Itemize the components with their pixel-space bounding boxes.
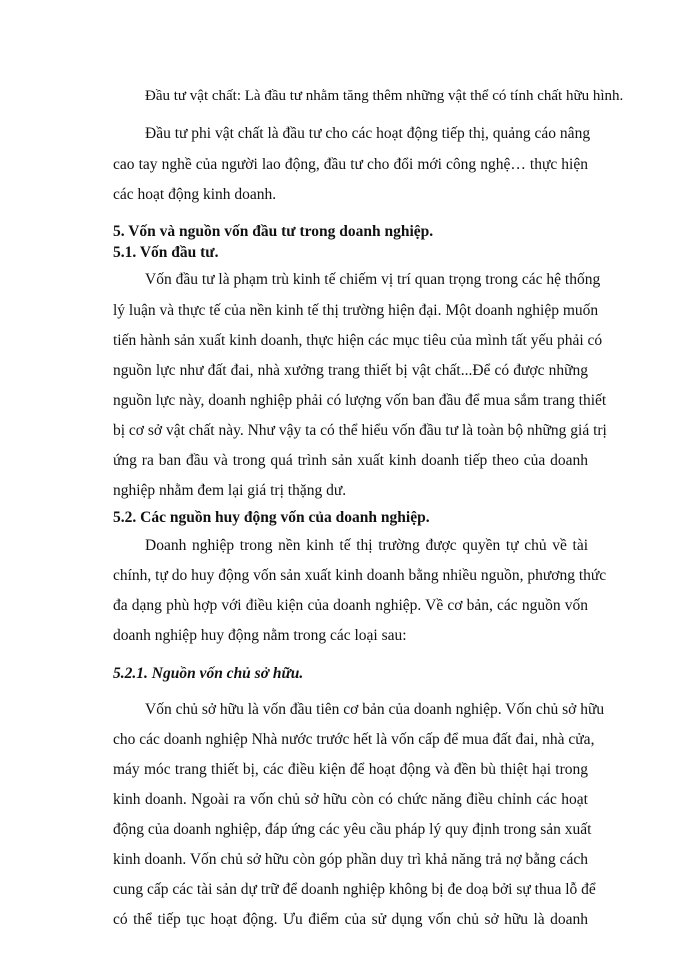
text-line: cung cấp các tài sản dự trữ để doanh nghiệp không bị đe doạ bởi sự thua lỗ để: [113, 881, 596, 898]
text-line: chính, tự do huy động vốn sản xuất kinh doanh bằng nhiều nguồn, phương thức: [113, 567, 607, 584]
text-line: tiến hành sản xuất kinh doanh, thực hiện các mục tiêu của mình tất yếu phải có: [113, 332, 603, 349]
text-line: Đầu tư phi vật chất là đầu tư cho các hoạt động tiếp thị, quảng cáo nâng: [145, 125, 591, 142]
text-line: Vốn đầu tư là phạm trù kinh tế chiếm vị trí quan trọng trong các hệ thống: [145, 271, 601, 288]
text-line: có thể tiếp tục hoạt động. Ưu điểm của sử dụng vốn chủ sở hữu là doanh: [113, 911, 588, 928]
section-heading-5-2: 5.2. Các nguồn huy động vốn của doanh nghiệp.: [113, 509, 430, 526]
text-line: bị cơ sở vật chất này. Như vậy ta có thể hiểu vốn đầu tư là toàn bộ những giá trị: [113, 422, 607, 439]
section-heading-5-1: 5.1. Vốn đầu tư.: [113, 244, 219, 261]
text-line: ứng ra ban đầu và trong quá trình sản xuất kinh doanh tiếp theo của doanh: [113, 452, 588, 469]
text-line: nghiệp nhằm đem lại giá trị thặng dư.: [113, 482, 347, 499]
section-heading-5: 5. Vốn và nguồn vốn đầu tư trong doanh nghiệp.: [113, 223, 434, 240]
text-line: cao tay nghề của người lao động, đầu tư cho đổi mới công nghệ… thực hiện: [113, 156, 588, 173]
section-heading-5-2-1: 5.2.1. Nguồn vốn chủ sở hữu.: [113, 665, 304, 682]
text-line: các hoạt động kinh doanh.: [113, 186, 277, 203]
text-line: nguồn lực như đất đai, nhà xưởng trang thiết bị vật chất...Để có được những: [113, 362, 588, 379]
text-line: nguồn lực này, doanh nghiệp phải có lượng vốn ban đầu để mua sắm trang thiết: [113, 392, 607, 409]
text-line: Doanh nghiệp trong nền kinh tế thị trường được quyền tự chủ về tài: [145, 537, 588, 554]
text-line: lý luận và thực tế của nền kinh tế thị trường hiện đại. Một doanh nghiệp muốn: [113, 302, 599, 319]
text-line: Vốn chủ sở hữu là vốn đầu tiên cơ bản của doanh nghiệp. Vốn chủ sở hữu: [145, 701, 605, 718]
text-line: kinh doanh. Vốn chủ sở hữu còn góp phần duy trì khả năng trả nợ bằng cách: [113, 851, 588, 868]
text-line: doanh nghiệp huy động nằm trong các loại sau:: [113, 627, 407, 644]
text-line: kinh doanh. Ngoài ra vốn chủ sở hữu còn có chức năng điều chỉnh các hoạt: [113, 791, 588, 808]
text-line: máy móc trang thiết bị, các điều kiện để hoạt động và đền bù thiệt hại trong: [113, 761, 588, 778]
paragraph-material-investment: Đầu tư vật chất: Là đầu tư nhằm tăng thêm những vật thể có tính chất hữu hình.: [145, 88, 624, 104]
text-line: đa dạng phù hợp với điều kiện của doanh nghiệp. Về cơ bản, các nguồn vốn: [113, 597, 588, 614]
text-line: cho các doanh nghiệp Nhà nước trước hết là vốn cấp để mua đất đai, nhà cửa,: [113, 731, 595, 748]
text-line: động của doanh nghiệp, đáp ứng các yêu cầu pháp lý quy định trong sản xuất: [113, 821, 592, 838]
